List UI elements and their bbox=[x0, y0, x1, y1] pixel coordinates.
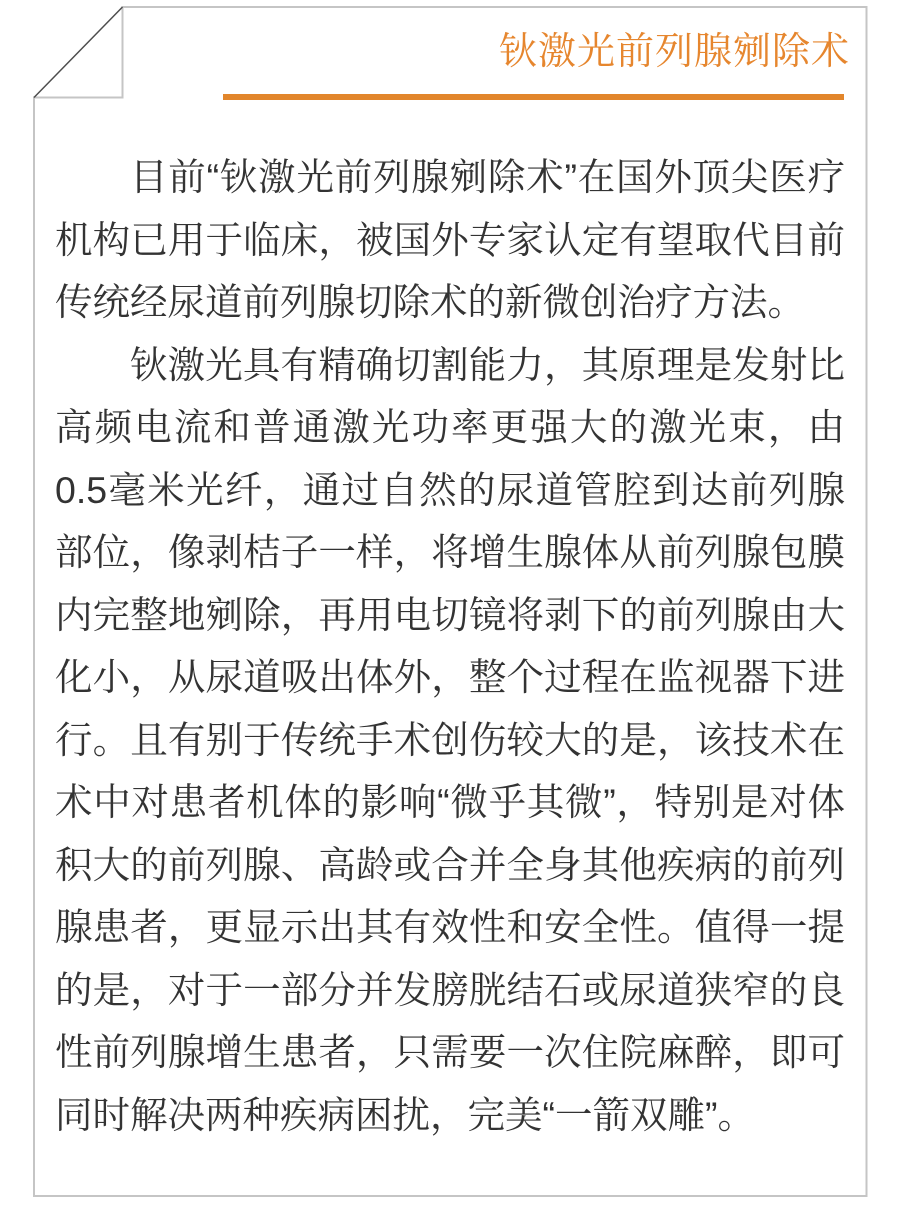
page-title: 钬激光前列腺剜除术 bbox=[498, 31, 850, 73]
paragraph-mechanism: 钬激光具有精确切割能力，其原理是发射比高频电流和普通激光功率更强大的激光束，由0.5毫米光纤，通过自然的尿道管腔到达前列腺部位，像剥桔子一样，将增生腺体从前列腺包膜内完整地剜除，再用电切镜将剥下的前列腺由大化小，从尿道吸出体外，整个过程在监视器下进行。且有别于传统手术创伤较大的是，该技术在术中对患者机体的影响“微乎其微”，特别是对体积大的前列腺、高龄或合并全身其他疾病的前列腺患者，更显示出其有效性和安全性。值得一提的是，对于一部分并发膀胱结石或尿道狭窄的良性前列腺增生患者，只需要一次住院麻醉，即可同时解决两种疾病困扰，完美“一箭双雕”。 bbox=[55, 343, 845, 1136]
title-divider-rule bbox=[223, 94, 844, 100]
paragraph-intro: 目前“钬激光前列腺剜除术”在国外顶尖医疗机构已用于临床，被国外专家认定有望取代目前传统经尿道前列腺切除术的新微创治疗方法。 bbox=[55, 156, 845, 323]
article-body bbox=[55, 146, 845, 1146]
